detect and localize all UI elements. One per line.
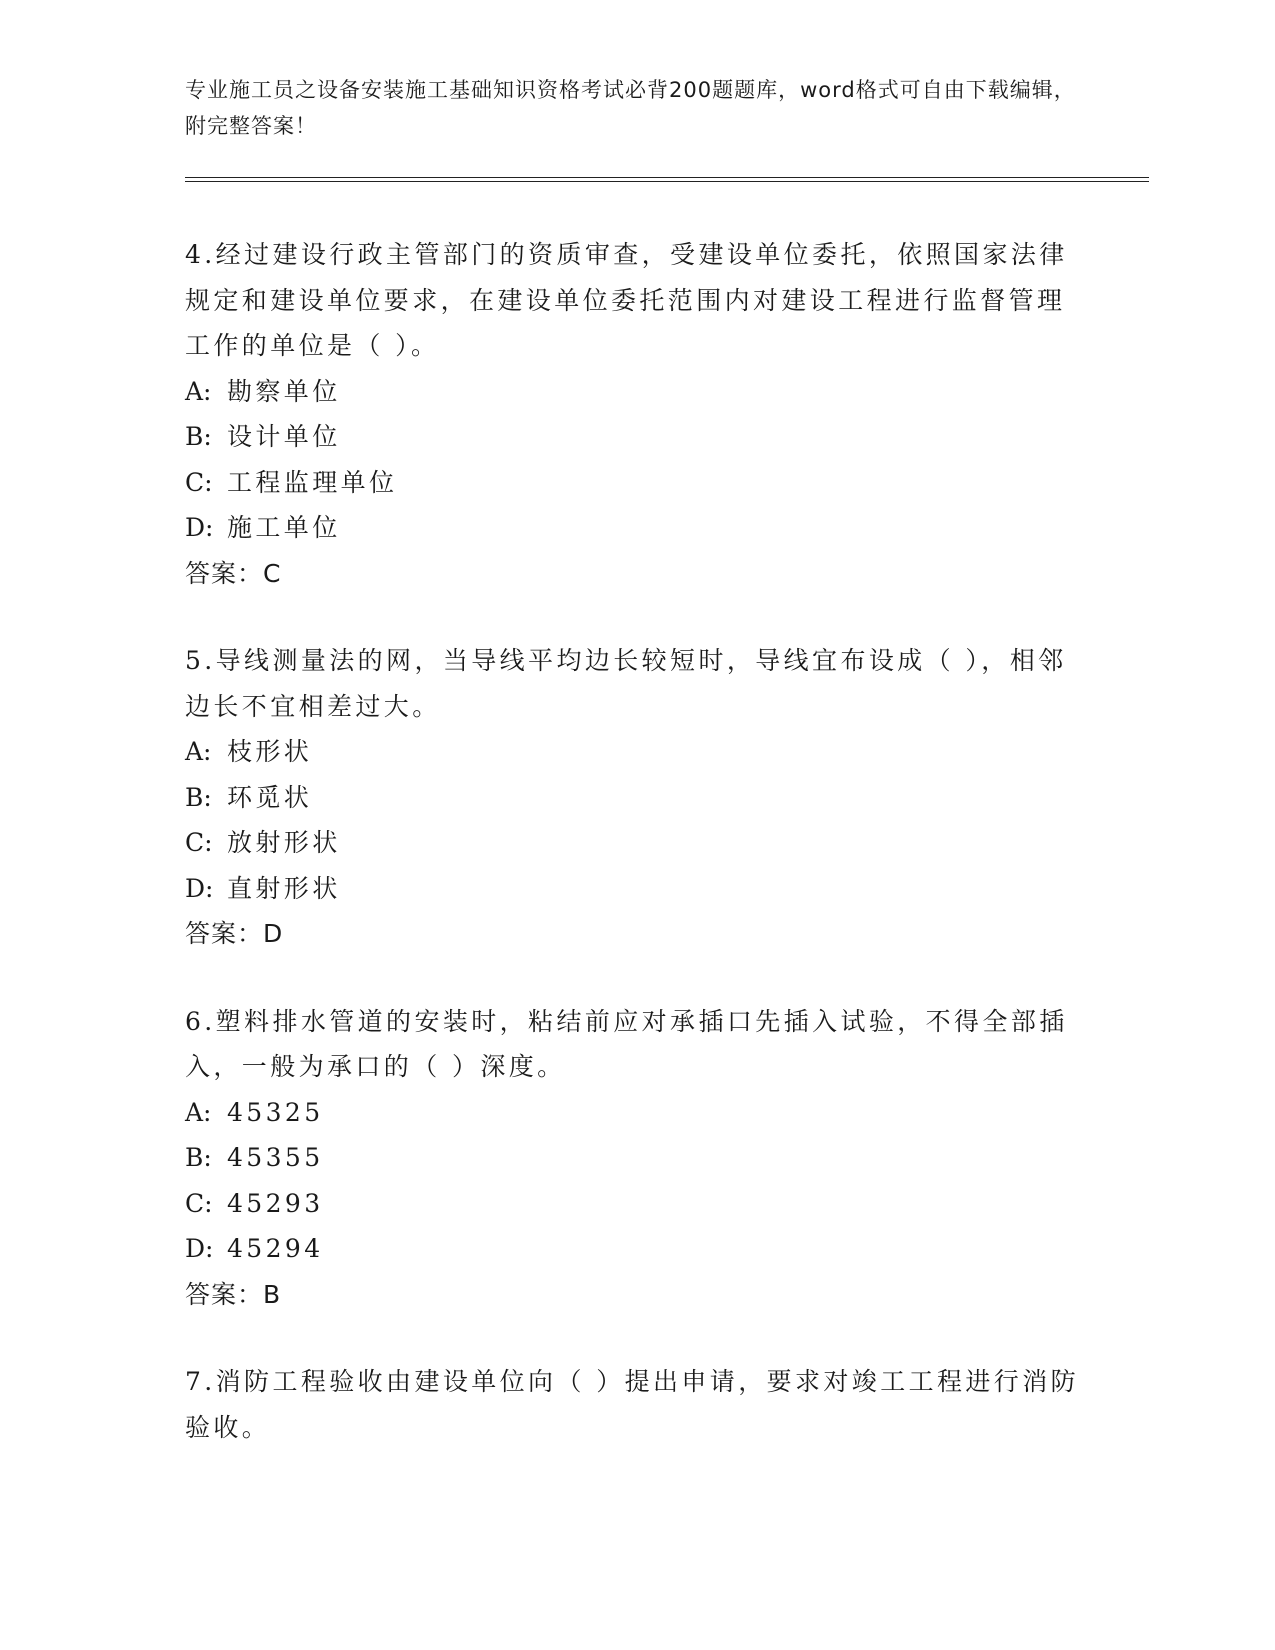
option-text: 放射形状 bbox=[227, 828, 341, 857]
option-a bbox=[185, 729, 1085, 775]
option-text: 直射形状 bbox=[227, 873, 341, 903]
question-4 bbox=[185, 232, 1085, 596]
document-title: 专业施工员之设备安装施工基础知识资格考试必背200题题库，word格式可自由下载编辑，附完整答案！ bbox=[185, 78, 1076, 138]
answer-value: D bbox=[263, 919, 283, 948]
option-letter: B: bbox=[185, 422, 212, 451]
option-c bbox=[185, 1181, 1085, 1227]
option-letter: A: bbox=[185, 376, 212, 406]
option-d bbox=[185, 866, 1085, 912]
answer-label: 答案： bbox=[185, 558, 264, 588]
option-a bbox=[185, 369, 1085, 415]
option-letter: D: bbox=[185, 873, 214, 903]
answer-value: B bbox=[263, 1279, 281, 1309]
option-text: 45293 bbox=[227, 1188, 324, 1218]
option-text: 45294 bbox=[227, 1234, 324, 1263]
option-b bbox=[185, 414, 1085, 460]
option-text: 45355 bbox=[227, 1143, 324, 1172]
option-c bbox=[185, 820, 1085, 866]
option-text: 环觅状 bbox=[227, 782, 313, 812]
option-letter: A: bbox=[185, 737, 212, 766]
option-letter: B: bbox=[185, 782, 212, 812]
header-divider-thick bbox=[185, 177, 1149, 178]
option-text: 勘察单位 bbox=[227, 376, 341, 406]
option-text: 设计单位 bbox=[227, 422, 341, 451]
option-letter: B: bbox=[185, 1143, 212, 1172]
question-7 bbox=[185, 1359, 1085, 1450]
answer-line bbox=[185, 1272, 1085, 1318]
option-text: 施工单位 bbox=[227, 513, 341, 542]
option-letter: C: bbox=[185, 467, 213, 497]
option-b bbox=[185, 1135, 1085, 1181]
question-stem: 7.消防工程验收由建设单位向（ ）提出申请，要求对竣工工程进行消防验收。 bbox=[185, 1367, 1080, 1442]
answer-label: 答案： bbox=[185, 919, 264, 948]
document-header bbox=[185, 72, 1085, 144]
option-letter: C: bbox=[185, 828, 213, 857]
question-5 bbox=[185, 638, 1085, 957]
question-6 bbox=[185, 999, 1085, 1318]
question-stem: 5.导线测量法的网，当导线平均边长较短时，导线宜布设成（ ），相邻边长不宜相差过大。 bbox=[185, 646, 1067, 721]
option-letter: D: bbox=[185, 1234, 214, 1263]
answer-line bbox=[185, 551, 1085, 597]
answer-label: 答案： bbox=[185, 1279, 264, 1309]
option-d bbox=[185, 1226, 1085, 1272]
option-b bbox=[185, 775, 1085, 821]
option-letter: C: bbox=[185, 1188, 213, 1218]
header-divider-thin bbox=[185, 181, 1149, 182]
question-stem: 6.塑料排水管道的安装时，粘结前应对承插口先插入试验，不得全部插入，一般为承口的（ ）深度。 bbox=[185, 1006, 1068, 1081]
question-stem: 4.经过建设行政主管部门的资质审查，受建设单位委托，依照国家法律规定和建设单位要求，在建设单位委托范围内对建设工程进行监督管理工作的单位是（ ）。 bbox=[185, 240, 1068, 360]
option-letter: D: bbox=[185, 513, 214, 542]
option-text: 枝形状 bbox=[227, 737, 313, 766]
answer-line bbox=[185, 911, 1085, 957]
answer-value: C bbox=[263, 558, 281, 588]
option-text: 工程监理单位 bbox=[227, 467, 398, 497]
option-letter: A: bbox=[185, 1097, 212, 1127]
option-c bbox=[185, 460, 1085, 506]
option-text: 45325 bbox=[227, 1097, 324, 1127]
question-list bbox=[185, 232, 1085, 1492]
option-d bbox=[185, 505, 1085, 551]
option-a bbox=[185, 1090, 1085, 1136]
